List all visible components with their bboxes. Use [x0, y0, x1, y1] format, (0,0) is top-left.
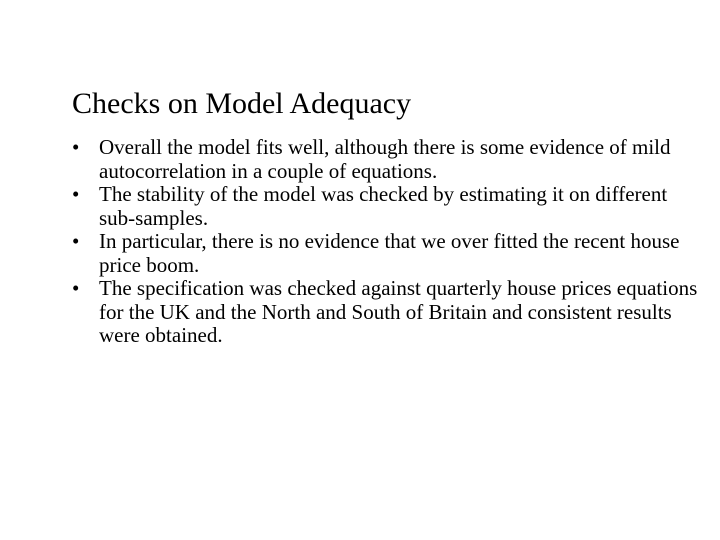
bullet-text: The specification was checked against quarterly house prices equations for the UK and the North and South of Britain and consistent results were obtained. [99, 276, 698, 347]
bullet-text: The stability of the model was checked by estimating it on different sub-samples. [99, 182, 668, 230]
bullet-item [72, 277, 702, 348]
bullet-list [72, 136, 702, 348]
bullet-item [72, 230, 702, 277]
bullet-marker: • [72, 182, 80, 206]
bullet-text: Overall the model fits well, although there is some evidence of mild autocorrelation in a couple of equations. [99, 135, 671, 183]
bullet-item [72, 183, 702, 230]
bullet-text: In particular, there is no evidence that we over fitted the recent house price boom. [99, 229, 680, 277]
bullet-marker: • [72, 276, 80, 300]
bullet-item [72, 136, 702, 183]
slide-title: Checks on Model Adequacy [72, 87, 412, 120]
bullet-marker: • [72, 135, 80, 159]
bullet-marker: • [72, 229, 80, 253]
